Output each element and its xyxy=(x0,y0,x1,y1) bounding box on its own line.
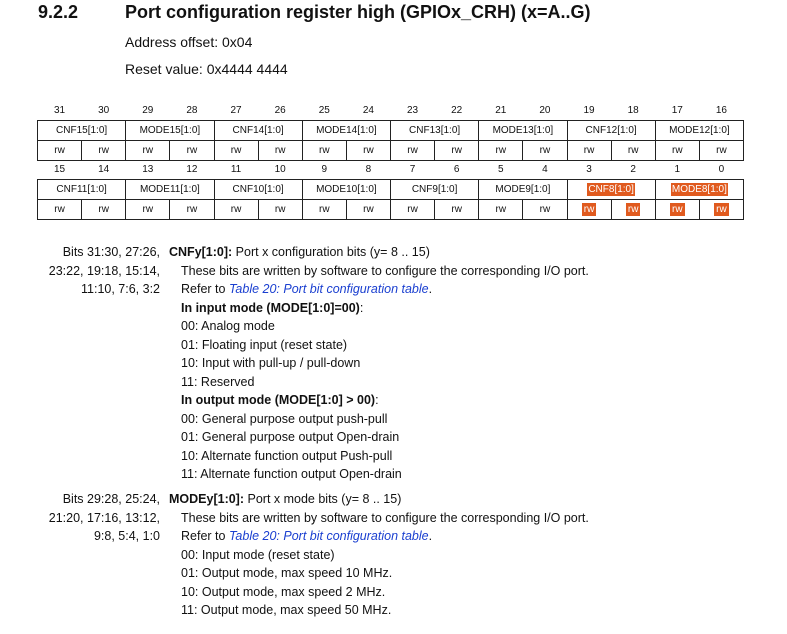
bit-number: 3 xyxy=(586,164,592,175)
access-rw: rw xyxy=(258,200,302,220)
bit-number: 29 xyxy=(142,105,154,116)
field-cnf12: CNF12[1:0] xyxy=(567,121,655,141)
cnf-bit-ranges xyxy=(5,243,160,299)
access-rw-highlight: rw xyxy=(672,204,683,215)
field-cnf9: CNF9[1:0] xyxy=(391,180,479,200)
input-mode-item: 11: Reserved xyxy=(181,374,255,389)
bit-number: 10 xyxy=(274,164,286,175)
bit-number: 2 xyxy=(630,164,636,175)
field-mode10: MODE10[1:0] xyxy=(302,180,390,200)
access-rw: rw xyxy=(126,141,170,161)
bit-number: 31 xyxy=(54,105,66,116)
bit-number: 26 xyxy=(274,105,286,116)
access-rw: rw xyxy=(523,200,567,220)
bit-number: 9 xyxy=(321,164,328,175)
mode-refer-prefix: Refer to xyxy=(181,529,229,543)
bit-range-line: 9:8, 5:4, 1:0 xyxy=(93,529,160,543)
access-rw: rw xyxy=(435,141,479,161)
bit-number: 19 xyxy=(583,105,595,116)
bit-number: 23 xyxy=(407,105,419,116)
access-rw-cell xyxy=(567,200,611,220)
mode-name: MODEy[1:0]: xyxy=(169,492,245,506)
bit-number: 25 xyxy=(318,105,330,116)
input-mode-item: 10: Input with pull-up / pull-down xyxy=(181,356,361,370)
bit-number: 22 xyxy=(451,105,463,116)
access-rw-cell xyxy=(655,200,699,220)
reset-value: Reset value: 0x4444 4444 xyxy=(125,61,288,77)
field-cnf14: CNF14[1:0] xyxy=(214,121,302,141)
output-mode-heading-suffix: : xyxy=(375,393,379,407)
cnf-summary: Port x configuration bits (y= 8 .. 15) xyxy=(232,245,430,259)
cnf-refer-prefix: Refer to xyxy=(181,282,229,296)
field-mode14: MODE14[1:0] xyxy=(302,121,390,141)
access-rw: rw xyxy=(435,200,479,220)
mode-refer-suffix: . xyxy=(428,529,433,543)
bit-number: 15 xyxy=(54,164,66,175)
bit-number: 6 xyxy=(453,164,460,175)
access-rw-cell xyxy=(611,200,655,220)
output-mode-item: 11: Alternate function output Open-drain xyxy=(181,467,402,481)
bit-number: 11 xyxy=(230,164,242,175)
access-rw: rw xyxy=(38,200,82,220)
access-rw: rw xyxy=(82,200,126,220)
access-rw: rw xyxy=(655,141,699,161)
mode-bit-ranges xyxy=(5,490,160,546)
field-mode12: MODE12[1:0] xyxy=(655,121,743,141)
bit-number: 18 xyxy=(627,105,639,116)
input-mode-heading-suffix: : xyxy=(359,300,364,315)
bit-number: 7 xyxy=(409,164,416,175)
access-rw: rw xyxy=(258,141,302,161)
cnf-table-link[interactable]: Table 20: Port bit configuration table xyxy=(228,282,429,296)
cnf-description xyxy=(169,243,779,484)
output-mode-item: 00: General purpose output push-pull xyxy=(181,411,388,426)
mode-written: These bits are written by software to configure the corresponding I/O port. xyxy=(181,510,589,525)
mode-item: 11: Output mode, max speed 50 MHz. xyxy=(181,603,392,617)
mode-table-link[interactable]: Table 20: Port bit configuration table xyxy=(228,529,429,543)
output-mode-item: 01: General purpose output Open-drain xyxy=(181,430,400,444)
bit-number: 17 xyxy=(671,105,683,116)
bit-range-line: 23:22, 19:18, 15:14, xyxy=(48,263,160,278)
field-mode8-highlight: MODE8[1:0] xyxy=(671,184,727,195)
bit-range-line: Bits 31:30, 27:26, xyxy=(62,245,160,259)
bit-number: 8 xyxy=(365,164,372,175)
field-mode9: MODE9[1:0] xyxy=(479,180,567,200)
input-mode-item: 00: Analog mode xyxy=(181,319,275,333)
access-rw: rw xyxy=(214,200,258,220)
bit-number: 5 xyxy=(498,164,504,175)
bit-number: 27 xyxy=(230,105,242,116)
access-rw: rw xyxy=(38,141,82,161)
field-cnf8-highlight: CNF8[1:0] xyxy=(588,184,634,195)
access-rw-cell xyxy=(699,200,743,220)
access-rw: rw xyxy=(611,141,655,161)
access-rw: rw xyxy=(523,141,567,161)
bit-number: 13 xyxy=(142,164,154,175)
bit-number: 12 xyxy=(186,164,198,175)
address-offset: Address offset: 0x04 xyxy=(125,34,253,50)
access-rw: rw xyxy=(214,141,258,161)
access-rw: rw xyxy=(302,141,346,161)
section-number: 9.2.2 xyxy=(38,2,79,22)
bit-number: 21 xyxy=(495,105,507,116)
bit-number: 24 xyxy=(362,105,374,116)
mode-item: 10: Output mode, max speed 2 MHz. xyxy=(181,584,386,599)
access-rw: rw xyxy=(346,200,390,220)
field-mode8-cell xyxy=(655,180,743,200)
access-rw: rw xyxy=(479,141,523,161)
output-mode-item: 10: Alternate function output Push-pull xyxy=(181,448,393,463)
field-cnf10: CNF10[1:0] xyxy=(214,180,302,200)
field-mode13: MODE13[1:0] xyxy=(479,121,567,141)
access-rw: rw xyxy=(391,141,435,161)
access-rw: rw xyxy=(391,200,435,220)
bit-number: 28 xyxy=(186,105,198,116)
mode-description xyxy=(169,490,779,620)
access-rw: rw xyxy=(346,141,390,161)
input-mode-item: 01: Floating input (reset state) xyxy=(181,337,348,352)
section-title: Port configuration register high (GPIOx_CRH) (x=A..G) xyxy=(125,2,591,22)
access-rw: rw xyxy=(126,200,170,220)
access-rw: rw xyxy=(170,200,214,220)
field-mode15: MODE15[1:0] xyxy=(126,121,214,141)
bit-number: 16 xyxy=(715,105,727,116)
cnf-name: CNFy[1:0]: xyxy=(169,245,233,259)
field-cnf15: CNF15[1:0] xyxy=(38,121,126,141)
access-rw: rw xyxy=(302,200,346,220)
access-rw: rw xyxy=(479,200,523,220)
bit-number: 1 xyxy=(674,164,681,175)
mode-item: 00: Input mode (reset state) xyxy=(181,547,335,562)
bit-range-line: Bits 29:28, 25:24, xyxy=(62,492,160,506)
access-rw-highlight: rw xyxy=(627,204,639,215)
field-mode11: MODE11[1:0] xyxy=(126,180,214,200)
output-mode-heading: In output mode (MODE[1:0] > 00) xyxy=(181,393,376,407)
mode-summary: Port x mode bits (y= 8 .. 15) xyxy=(244,492,402,506)
bit-number: 14 xyxy=(98,164,110,175)
bit-number: 0 xyxy=(718,164,725,175)
cnf-written: These bits are written by software to configure the corresponding I/O port. xyxy=(181,263,589,278)
bit-range-line: 11:10, 7:6, 3:2 xyxy=(81,282,160,296)
mode-item: 01: Output mode, max speed 10 MHz. xyxy=(181,566,393,580)
access-rw: rw xyxy=(170,141,214,161)
field-cnf13: CNF13[1:0] xyxy=(391,121,479,141)
access-rw: rw xyxy=(699,141,743,161)
bit-range-line: 21:20, 17:16, 13:12, xyxy=(48,510,160,525)
bit-number: 4 xyxy=(542,164,548,175)
field-cnf8-cell xyxy=(567,180,655,200)
access-rw-highlight: rw xyxy=(583,204,595,215)
access-rw: rw xyxy=(82,141,126,161)
access-rw-highlight: rw xyxy=(716,204,727,215)
cnf-refer-suffix: . xyxy=(428,282,433,296)
register-table-lower xyxy=(37,160,744,220)
access-rw: rw xyxy=(567,141,611,161)
input-mode-heading: In input mode (MODE[1:0]=00) xyxy=(181,300,360,315)
bit-number: 30 xyxy=(98,105,110,116)
field-cnf11: CNF11[1:0] xyxy=(38,180,126,200)
bit-number: 20 xyxy=(539,105,551,116)
register-table-upper xyxy=(37,101,744,161)
